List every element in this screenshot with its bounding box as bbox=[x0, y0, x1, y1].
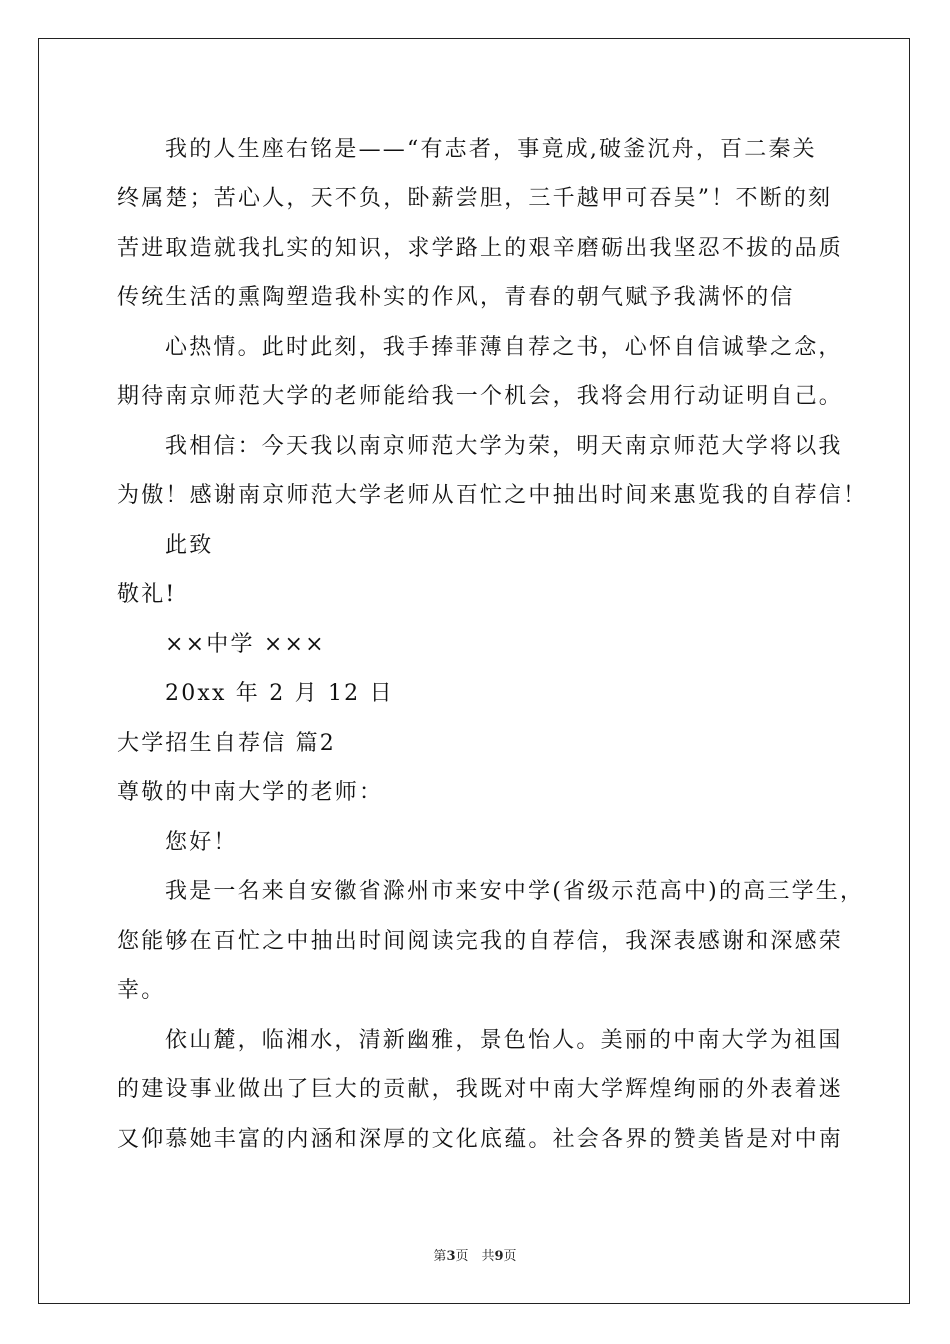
date: 20xx 年 2 月 12 日 bbox=[165, 681, 394, 706]
page-mid: 页 共 bbox=[455, 1249, 495, 1264]
greeting: 您好！ bbox=[165, 830, 238, 855]
signature: ××中学 ××× bbox=[165, 632, 326, 657]
text-line: 传统生活的熏陶塑造我朴实的作风，青春的朝气赋予我满怀的信 bbox=[117, 285, 795, 310]
text-line: 期待南京师范大学的老师能给我一个机会，我将会用行动证明自己。 bbox=[117, 384, 844, 409]
text-line: 的建设事业做出了巨大的贡献，我既对中南大学辉煌绚丽的外表着迷 bbox=[117, 1077, 844, 1102]
text-line: 依山麓，临湘水，清新幽雅，景色怡人。美丽的中南大学为祖国 bbox=[165, 1028, 843, 1053]
page-border bbox=[38, 38, 910, 1304]
text-line: 终属楚；苦心人，天不负，卧薪尝胆，三千越甲可吞吴”！不断的刻 bbox=[117, 186, 833, 211]
text-line: 我相信：今天我以南京师范大学为荣，明天南京师范大学将以我 bbox=[165, 434, 843, 459]
page-footer bbox=[0, 1245, 950, 1264]
text-line: 您能够在百忙之中抽出时间阅读完我的自荐信，我深表感谢和深感荣 bbox=[117, 929, 844, 954]
page-prefix: 第 bbox=[433, 1249, 447, 1264]
text-line: 幸。 bbox=[117, 978, 166, 1003]
text-line: 苦进取造就我扎实的知识，求学路上的艰辛磨砺出我坚忍不拔的品质 bbox=[117, 236, 844, 261]
text-line: 为傲！感谢南京师范大学老师从百忙之中抽出时间来惠览我的自荐信！ bbox=[117, 483, 868, 508]
text-line: 我是一名来自安徽省滁州市来安中学(省级示范高中)的高三学生， bbox=[165, 879, 865, 904]
page-total: 9 bbox=[494, 1249, 504, 1264]
text-line: 又仰慕她丰富的内涵和深厚的文化底蕴。社会各界的赞美皆是对中南 bbox=[117, 1127, 844, 1152]
closing-regards: 敬礼! bbox=[117, 582, 177, 607]
closing-salutation: 此致 bbox=[165, 533, 214, 558]
text-line: 我的人生座右铭是——“有志者，事竟成,破釜沉舟，百二秦关 bbox=[165, 137, 817, 162]
page-suffix: 页 bbox=[503, 1249, 517, 1264]
greeting-recipient: 尊敬的中南大学的老师： bbox=[117, 780, 384, 805]
page-current: 3 bbox=[446, 1249, 456, 1264]
text-line: 心热情。此时此刻，我手捧菲薄自荐之书，心怀自信诚挚之念， bbox=[165, 335, 843, 360]
section-title: 大学招生自荐信 篇2 bbox=[117, 731, 336, 756]
